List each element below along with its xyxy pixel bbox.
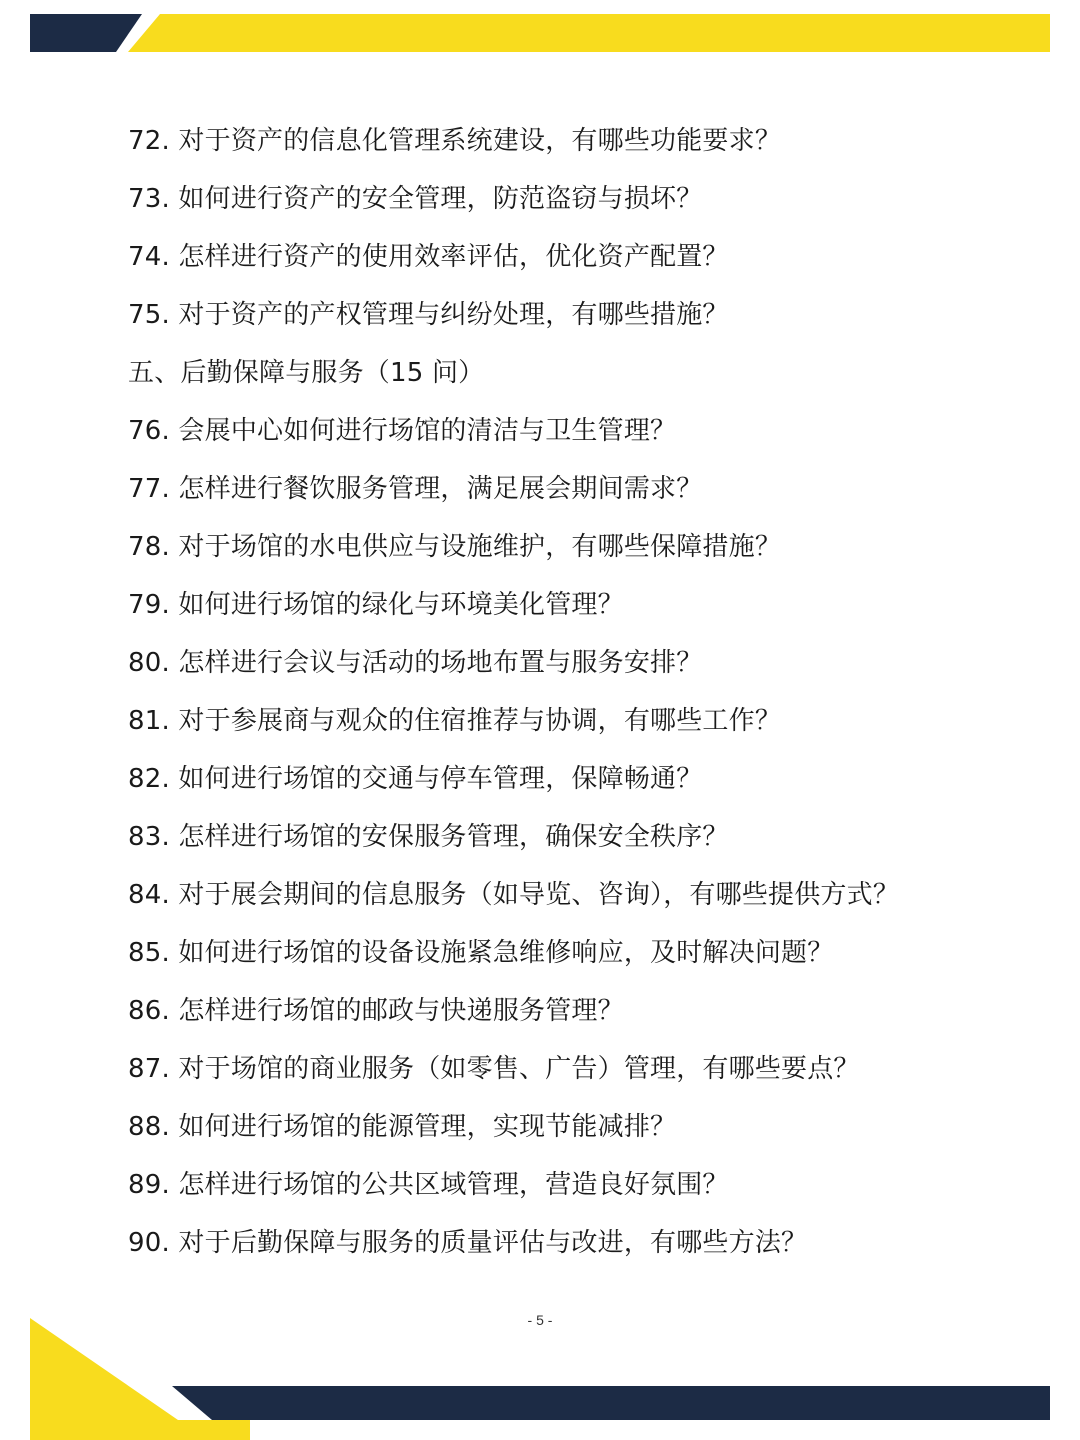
header-navy-band [30,14,142,52]
header-yellow-band [128,14,1050,52]
list-item: 80. 怎样进行会议与活动的场地布置与服务安排？ [128,648,703,678]
list-item: 88. 如何进行场馆的能源管理，实现节能减排？ [128,1112,677,1142]
list-item: 86. 怎样进行场馆的邮政与快递服务管理？ [128,996,624,1026]
list-item: 83. 怎样进行场馆的安保服务管理，确保安全秩序？ [128,822,729,852]
list-item: 75. 对于资产的产权管理与纠纷处理，有哪些措施？ [128,300,729,330]
list-item: 72. 对于资产的信息化管理系统建设，有哪些功能要求？ [128,126,782,156]
list-item: 76. 会展中心如何进行场馆的清洁与卫生管理？ [128,416,677,446]
list-item: 74. 怎样进行资产的使用效率评估，优化资产配置？ [128,242,729,272]
footer-navy-band [172,1386,1050,1420]
list-item: 77. 怎样进行餐饮服务管理，满足展会期间需求？ [128,474,703,504]
section-heading: 五、后勤保障与服务（15 问） [128,358,485,388]
list-item: 90. 对于后勤保障与服务的质量评估与改进，有哪些方法？ [128,1228,808,1258]
list-item: 85. 如何进行场馆的设备设施紧急维修响应，及时解决问题？ [128,938,834,968]
list-item: 87. 对于场馆的商业服务（如零售、广告）管理，有哪些要点？ [128,1054,860,1084]
list-item: 84. 对于展会期间的信息服务（如导览、咨询），有哪些提供方式？ [128,880,900,910]
footer-yellow-band [30,1318,250,1440]
question-list [128,112,1028,1272]
list-item: 73. 如何进行资产的安全管理，防范盗窃与损坏？ [128,184,703,214]
list-item: 81. 对于参展商与观众的住宿推荐与协调，有哪些工作？ [128,706,782,736]
list-item: 78. 对于场馆的水电供应与设施维护，有哪些保障措施？ [128,532,782,562]
list-item: 89. 怎样进行场馆的公共区域管理，营造良好氛围？ [128,1170,729,1200]
list-item: 79. 如何进行场馆的绿化与环境美化管理？ [128,590,624,620]
list-item: 82. 如何进行场馆的交通与停车管理，保障畅通？ [128,764,703,794]
page-number: - 5 - [527,1312,553,1328]
